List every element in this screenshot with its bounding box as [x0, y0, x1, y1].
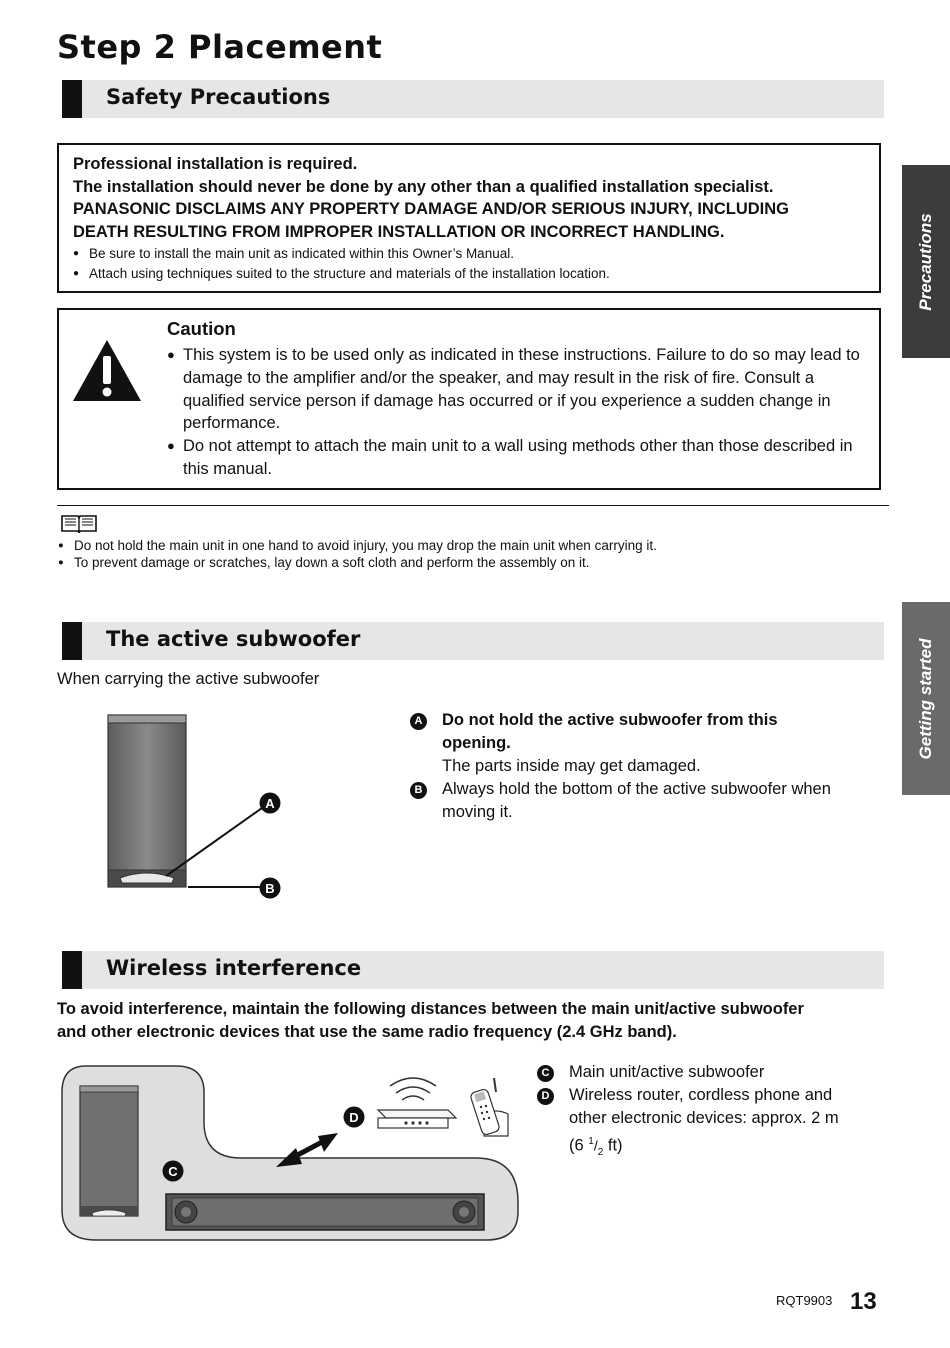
wireless-intro-1: To avoid interference, maintain the following distances between the main unit/active subwoofer [57, 1000, 804, 1018]
side-tab-label: Getting started [916, 638, 935, 759]
pro-line-1: Professional installation is required. [73, 155, 358, 173]
warning-icon [71, 338, 143, 404]
professional-installation-box [57, 143, 881, 293]
legend-d-text-2: other electronic devices: approx. 2 m [569, 1109, 839, 1127]
section-header-safety [62, 80, 884, 118]
legend-a-text: The parts inside may get damaged. [442, 757, 701, 775]
callout-d-letter: D [349, 1110, 359, 1125]
book-icon [60, 513, 98, 533]
wireless-illustration [56, 1062, 526, 1247]
legend-d [537, 1084, 887, 1164]
pro-line-3: PANASONIC DISCLAIMS ANY PROPERTY DAMAGE AND/OR SERIOUS INJURY, INCLUDING [73, 200, 789, 218]
fraction-denominator: 2 [597, 1146, 604, 1158]
legend-b-text-1: Always hold the bottom of the active subwoofer when [442, 780, 831, 798]
section-marker [62, 622, 82, 660]
badge-d: D [537, 1088, 554, 1105]
callout-c-letter: C [168, 1164, 178, 1179]
fraction-numerator: 1 [588, 1136, 594, 1147]
subwoofer-illustration [100, 710, 300, 905]
section-marker [62, 951, 82, 989]
pro-bullet-1: ● Be sure to install the main unit as indicated within this Owner’s Manual. [73, 244, 879, 264]
side-tab-label: Precautions [916, 212, 935, 311]
legend-d-text-3: (6 $^1/_2$ ft) [569, 1136, 623, 1158]
badge-a: A [410, 713, 427, 730]
legend-d-text-1: Wireless router, cordless phone and [569, 1086, 833, 1104]
legend-c-text: Main unit/active subwoofer [569, 1063, 765, 1081]
caution-title: Caution [167, 318, 236, 339]
pro-bullet-2: ● Attach using techniques suited to the structure and materials of the installation location. [73, 264, 879, 284]
section-title: The active subwoofer [106, 627, 361, 651]
subwoofer-subtitle: When carrying the active subwoofer [57, 670, 320, 688]
legend-c [537, 1061, 887, 1084]
legend-a [410, 709, 890, 778]
side-tab-precautions [902, 165, 950, 358]
note-item-1: ● Do not hold the main unit in one hand to avoid injury, you may drop the main unit when carrying it. [57, 537, 657, 554]
section-title: Safety Precautions [106, 85, 331, 109]
legend-a-bold-1: Do not hold the active subwoofer from this [442, 711, 778, 729]
caution-item-1: ● This system is to be used only as indicated in these instructions. Failure to do so may lead to damage to the amplifier and/or the speaker, and may result in the risk of fire. Consult a qualified service person if damage has occurred or if you experience a sudden change in performance. [167, 344, 877, 435]
callout-b-letter: B [265, 881, 275, 896]
pro-line-4: DEATH RESULTING FROM IMPROPER INSTALLATION OR INCORRECT HANDLING. [73, 222, 725, 241]
badge-b: B [410, 782, 427, 799]
note-item-2: ● To prevent damage or scratches, lay down a soft cloth and perform the assembly on it. [57, 554, 590, 571]
distance-feet-prefix: (6 [569, 1136, 589, 1155]
wireless-intro-2: and other electronic devices that use the same radio frequency (2.4 GHz band). [57, 1023, 677, 1041]
callout-a-letter: A [265, 796, 275, 811]
page-title: Step 2 Placement [57, 28, 383, 66]
caution-box [57, 308, 881, 490]
section-header-wireless [62, 951, 884, 989]
legend-a-bold-2: opening. [442, 734, 511, 752]
note-divider [57, 505, 889, 506]
section-title: Wireless interference [106, 956, 362, 980]
legend-b [410, 778, 890, 824]
page-number: 13 [850, 1288, 877, 1315]
legend-b-text-2: moving it. [442, 803, 513, 821]
pro-line-2: The installation should never be done by any other than a qualified installation specialist. [73, 177, 774, 196]
badge-c: C [537, 1065, 554, 1082]
caution-item-2: ● Do not attempt to attach the main unit to a wall using methods other than those described in this manual. [167, 435, 877, 481]
document-code: RQT9903 [776, 1293, 833, 1308]
section-header-subwoofer [62, 622, 884, 660]
section-marker [62, 80, 82, 118]
side-tab-getting-started [902, 602, 950, 795]
distance-feet-suffix: ft) [603, 1136, 623, 1155]
